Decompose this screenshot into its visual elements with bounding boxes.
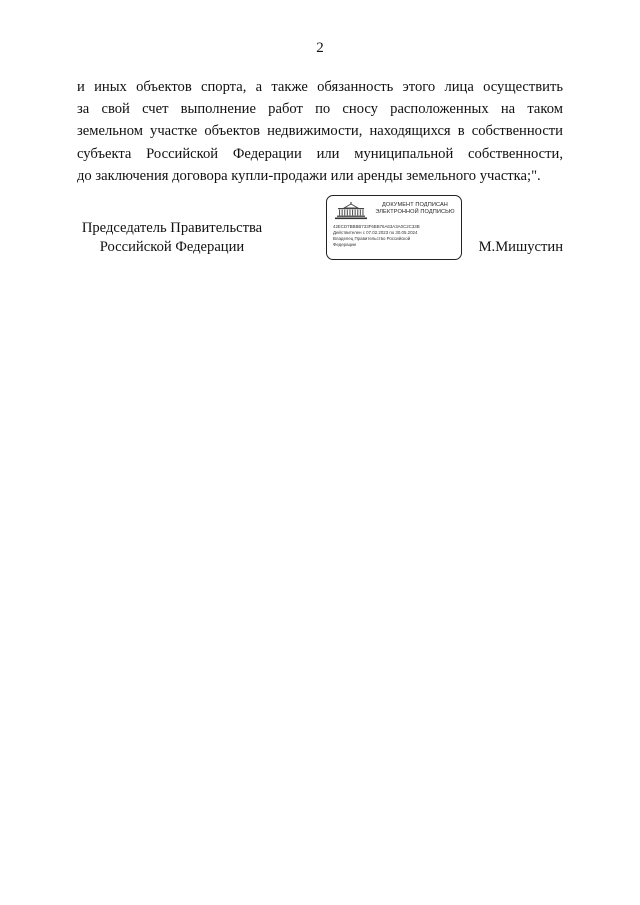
signatory-position-line: Российской Федерации [99,239,245,255]
body-line: и иных объектов спорта, а также обязанность этого лица осуществить [77,79,563,95]
stamp-title-line: ДОКУМЕНТ ПОДПИСАН [382,202,448,208]
stamp-validity: Действителен с 07.02.2023 по 30.05.2024 [333,230,418,236]
stamp-owner: Владелец Правительство Российской [333,236,411,242]
signatory-position [77,219,267,257]
body-line: до заключения договора купли-продажи или аренды земельного участка;". [77,167,541,184]
body-line: субъекта Российской Федерации или муниципальной собственности, [77,145,563,162]
body-line: за свой счет выполнение работ по сносу расположенных на таком [77,101,563,118]
body-line: земельном участке объектов недвижимости, находящихся в собственности [77,123,563,140]
signatory-position-line: Председатель Правительства [81,220,263,236]
electronic-signature-stamp [326,195,462,260]
government-building-icon [334,202,368,220]
page-number: 2 [316,40,324,56]
body-text [77,76,563,187]
stamp-owner: Федерации [333,242,356,248]
stamp-title [371,202,459,217]
stamp-title-line: ЭЛЕКТРОННОЙ ПОДПИСЬЮ [375,209,455,216]
stamp-certificate: 42ECD7BBBB733F6BB76A63A3A0C2C33B [333,224,420,229]
stamp-details [333,224,459,248]
signer-name: М.Мишустин [478,239,563,255]
